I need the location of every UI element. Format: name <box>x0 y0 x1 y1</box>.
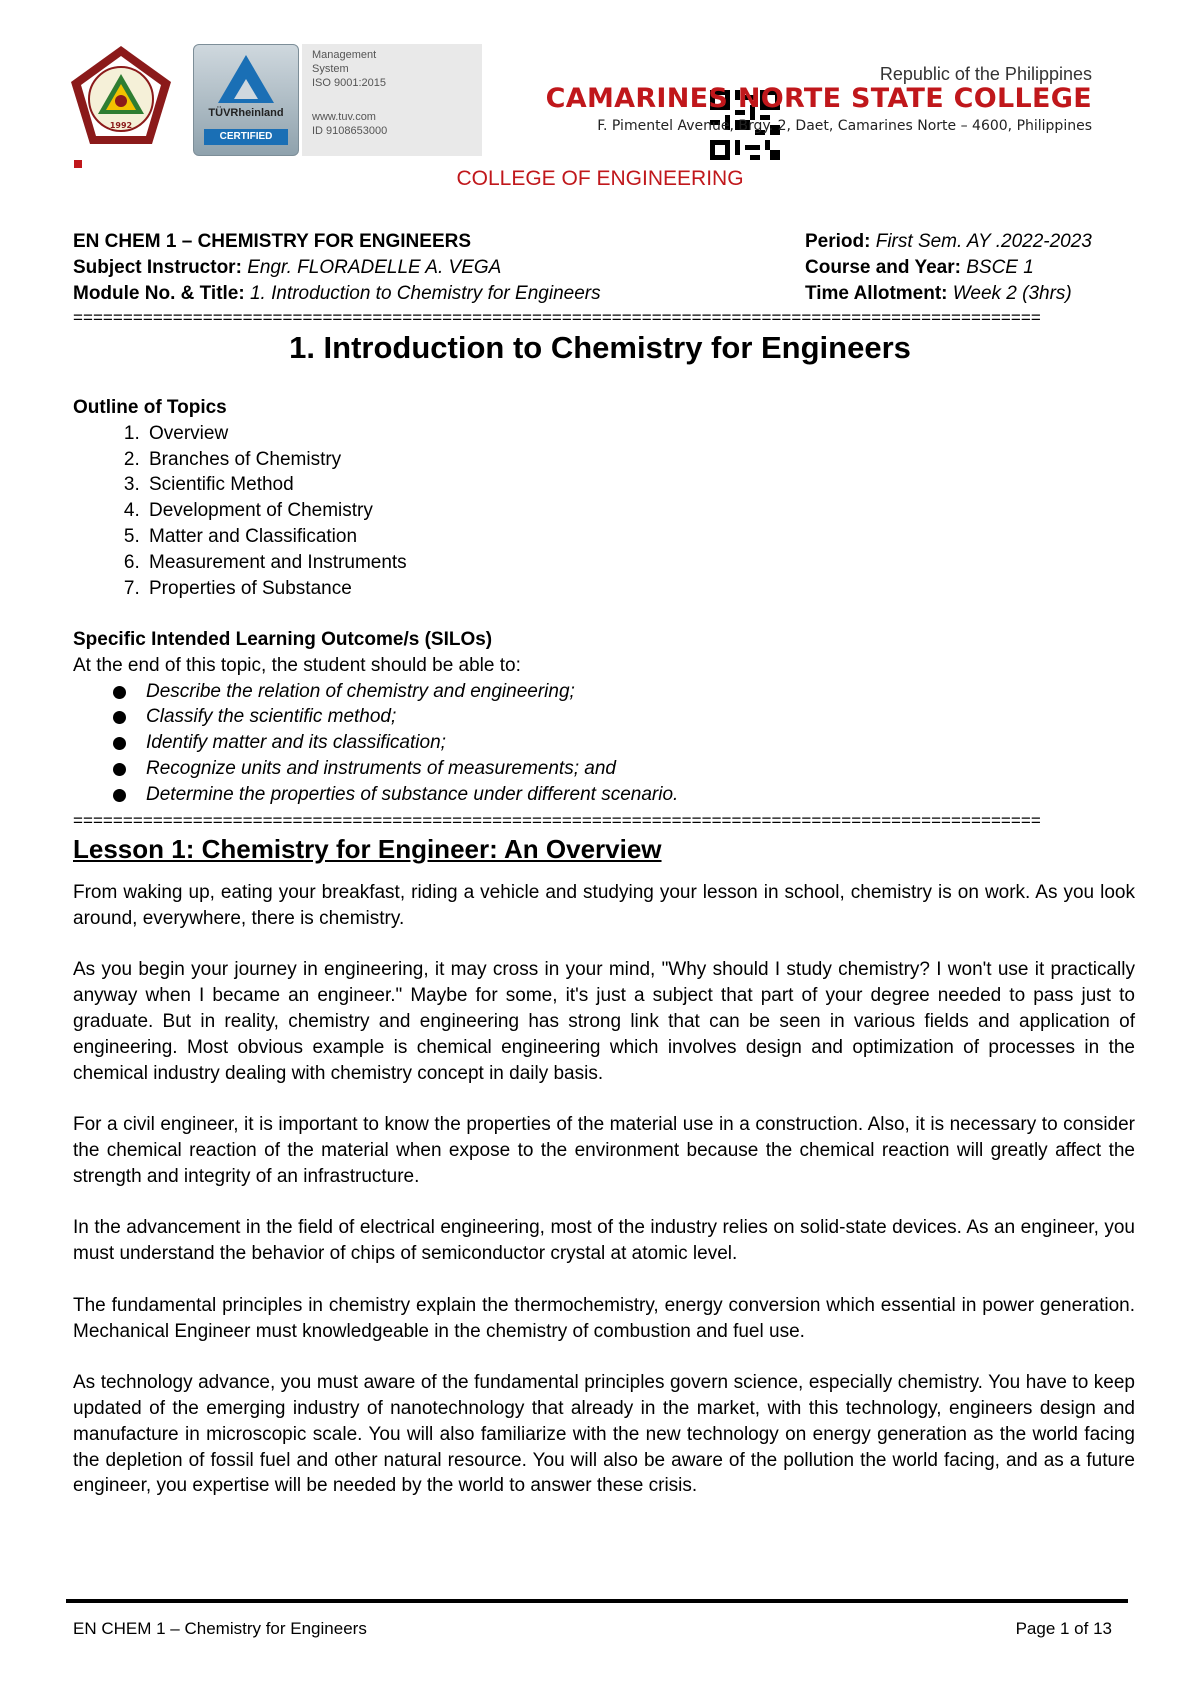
bullet-icon <box>113 686 126 699</box>
course-info-left <box>73 229 601 307</box>
bullet-icon <box>113 711 126 724</box>
silos-section <box>73 627 1135 808</box>
department-name: COLLEGE OF ENGINEERING <box>456 167 744 190</box>
outline-section <box>73 395 1135 601</box>
outline-list <box>73 421 1135 602</box>
time-allotment-value: Week 2 (3hrs) <box>952 283 1072 304</box>
outline-item: 6. Measurement and Instruments <box>145 550 1135 576</box>
outline-item: 3. Scientific Method <box>145 472 1135 498</box>
college-seal-logo <box>68 44 174 150</box>
silo-item: Determine the properties of substance under different scenario. <box>73 782 1135 808</box>
bullet-icon <box>113 763 126 776</box>
footer-divider <box>66 1599 1128 1603</box>
course-year-label: Course and Year: <box>805 257 961 278</box>
certified-label: CERTIFIED <box>204 129 288 145</box>
silos-heading: Specific Intended Learning Outcome/s (SILOs) <box>73 629 493 650</box>
seal-year: 1992 <box>109 121 133 130</box>
lesson-paragraph: The fundamental principles in chemistry explain the thermochemistry, energy conversion which essential in power generation. Mechanical Engineer must knowledgeable in the chemistry of combustion and fuel use. <box>73 1294 1135 1342</box>
outline-item: 1. Overview <box>145 421 1135 447</box>
period-value: First Sem. AY .2022-2023 <box>875 231 1092 252</box>
lesson-body <box>73 880 1135 1525</box>
silos-intro: At the end of this topic, the student should be able to: <box>73 654 521 676</box>
course-info-right <box>805 229 1092 307</box>
lesson-paragraph: In the advancement in the field of electrical engineering, most of the industry relies on solid-state devices. As an engineer, you must understand the behavior of chips of semiconductor crystal at atomic level. <box>73 1217 1135 1265</box>
silo-item: Recognize units and instruments of measurements; and <box>73 756 1135 782</box>
module-label: Module No. & Title: <box>73 283 245 304</box>
page-number: Page 1 of 13 <box>1015 1619 1112 1638</box>
mgmt-line: Management <box>312 49 377 61</box>
time-allotment-label: Time Allotment: <box>805 283 948 304</box>
management-system-box <box>302 44 482 156</box>
tuv-certification-badge <box>193 44 299 156</box>
outline-item: 4. Development of Chemistry <box>145 498 1135 524</box>
silo-item: Identify matter and its classification; <box>73 730 1135 756</box>
separator-line: ================================================================================================= <box>73 309 1041 327</box>
footer-course: EN CHEM 1 – Chemistry for Engineers <box>73 1619 367 1638</box>
bullet-icon <box>113 789 126 802</box>
separator-line: ================================================================================================= <box>73 812 1041 830</box>
mgmt-line: System <box>312 63 349 75</box>
mgmt-line: ID 9108653000 <box>312 125 388 137</box>
outline-item: 7. Properties of Substance <box>145 576 1135 602</box>
college-name: CAMARINES NORTE STATE COLLEGE <box>545 83 1092 114</box>
module-value: 1. Introduction to Chemistry for Engineers <box>249 283 601 304</box>
lesson-title: Lesson 1: Chemistry for Engineer: An Overview <box>73 834 662 864</box>
mgmt-line: ISO 9001:2015 <box>312 77 387 89</box>
course-code-title: EN CHEM 1 – CHEMISTRY FOR ENGINEERS <box>73 231 472 252</box>
silos-list <box>73 679 1135 808</box>
silo-item: Describe the relation of chemistry and engineering; <box>73 679 1135 705</box>
period-label: Period: <box>805 231 871 252</box>
lesson-paragraph: From waking up, eating your breakfast, riding a vehicle and studying your lesson in school, chemistry is on work. As you look around, everywhere, there is chemistry. <box>73 882 1135 929</box>
tuv-brand: TÜVRheinland <box>208 107 284 119</box>
mgmt-line: www.tuv.com <box>312 111 376 123</box>
course-year-value: BSCE 1 <box>966 257 1034 278</box>
lesson-paragraph: For a civil engineer, it is important to know the properties of the material use in a construction. Also, it is necessary to consider the chemical reaction of the material when expose to the environment because the chemical reaction will greatly affect the strength and integrity of an infrastructure. <box>73 1114 1135 1187</box>
lesson-paragraph: As you begin your journey in engineering, it may cross in your mind, "Why should I study chemistry? I won't use it practically anyway when I became an engineer." Maybe for some, it's just a subject that part of your degree needed to pass just to graduate. But in reality, chemistry and engineering has strong link that can be seen in various fields and application of engineering. Most obvious example is chemical engineering which involves design and optimization of processes in the chemical industry dealing with chemistry concept in daily basis. <box>73 959 1135 1084</box>
outline-item: 2. Branches of Chemistry <box>145 447 1135 473</box>
main-title: 1. Introduction to Chemistry for Engineers <box>289 330 911 365</box>
outline-item: 5. Matter and Classification <box>145 524 1135 550</box>
instructor-value: Engr. FLORADELLE A. VEGA <box>247 257 502 278</box>
republic-label: Republic of the Philippines <box>879 64 1092 84</box>
outline-heading: Outline of Topics <box>73 397 227 418</box>
bullet-icon <box>113 737 126 750</box>
college-address: F. Pimentel Avenue, Brgy. 2, Daet, Camarines Norte – 4600, Philippines <box>597 118 1092 134</box>
instructor-label: Subject Instructor: <box>73 257 242 278</box>
silo-item: Classify the scientific method; <box>73 704 1135 730</box>
lesson-paragraph: As technology advance, you must aware of the fundamental principles govern science, especially chemistry. You have to keep updated of the emerging industry of nanotechnology that already in the market, with this technology, engineers design and manufacture in microscopic scale. You will also familiarize with the new technology on energy generation as the world facing the depletion of fossil fuel and other natural resource. You will also be aware of the pollution the world facing, and as a future engineer, you expertise will be needed by the world to answer these crisis. <box>73 1372 1135 1497</box>
